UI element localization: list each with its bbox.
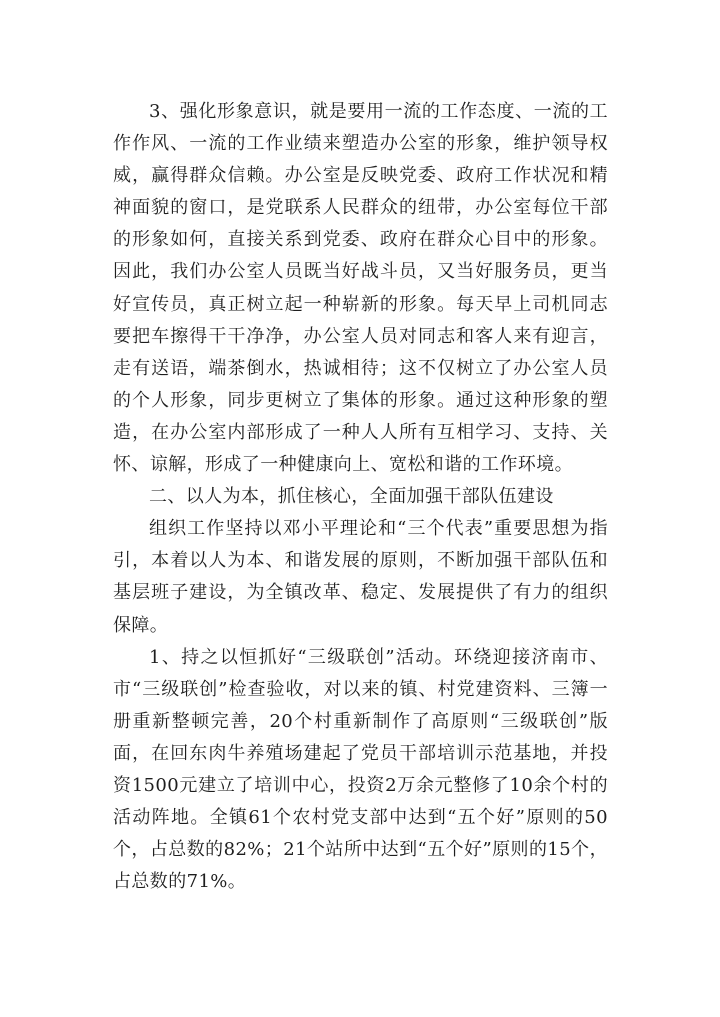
document-body <box>113 96 608 898</box>
paragraph-image-awareness: 3、强化形象意识，就是要用一流的工作态度、一流的工作作风、一流的工作业绩来塑造办公室的形象，维护领导权威，赢得群众信赖。办公室是反映党委、政府工作状况和精神面貌的窗口，是党联系人民群众的纽带，办公室每位干部的形象如何，直接关系到党委、政府在群众心目中的形象。因此，我们办公室人员既当好战斗员，又当好服务员，更当好宣传员，真正树立起一种崭新的形象。每天早上司机同志要把车擦得干干净净，办公室人员对同志和客人来有迎言，走有送语，端茶倒水，热诚相待；这不仅树立了办公室人员的个人形象，同步更树立了集体的形象。通过这种形象的塑造，在办公室内部形成了一种人人所有互相学习、支持、关怀、谅解，形成了一种健康向上、宽松和谐的工作环境。 <box>113 101 608 476</box>
section-heading-cadre-building: 二、以人为本，抓住核心，全面加强干部队伍建设 <box>149 486 554 508</box>
paragraph-organization-work: 组织工作坚持以邓小平理论和“三个代表”重要思想为指引，本着以人为本、和谐发展的原则，不断加强干部队伍和基层班子建设，为全镇改革、稳定、发展提供了有力的组织保障。 <box>113 518 608 636</box>
paragraph-three-level-campaign: 1、持之以恒抓好“三级联创”活动。环绕迎接济南市、市“三级联创”检查验收，对以来的镇、村党建资料、三簿一册重新整顿完善，20个村重新制作了高原则“三级联创”版面，在回东肉牛养殖场建起了党员干部培训示范基地，并投资1500元建立了培训中心，投资2万余元整修了10余个村的活动阵地。全镇61个农村党支部中达到“五个好”原则的50个，占总数的82%；21个站所中达到“五个好”原则的15个，占总数的71%。 <box>113 646 608 893</box>
